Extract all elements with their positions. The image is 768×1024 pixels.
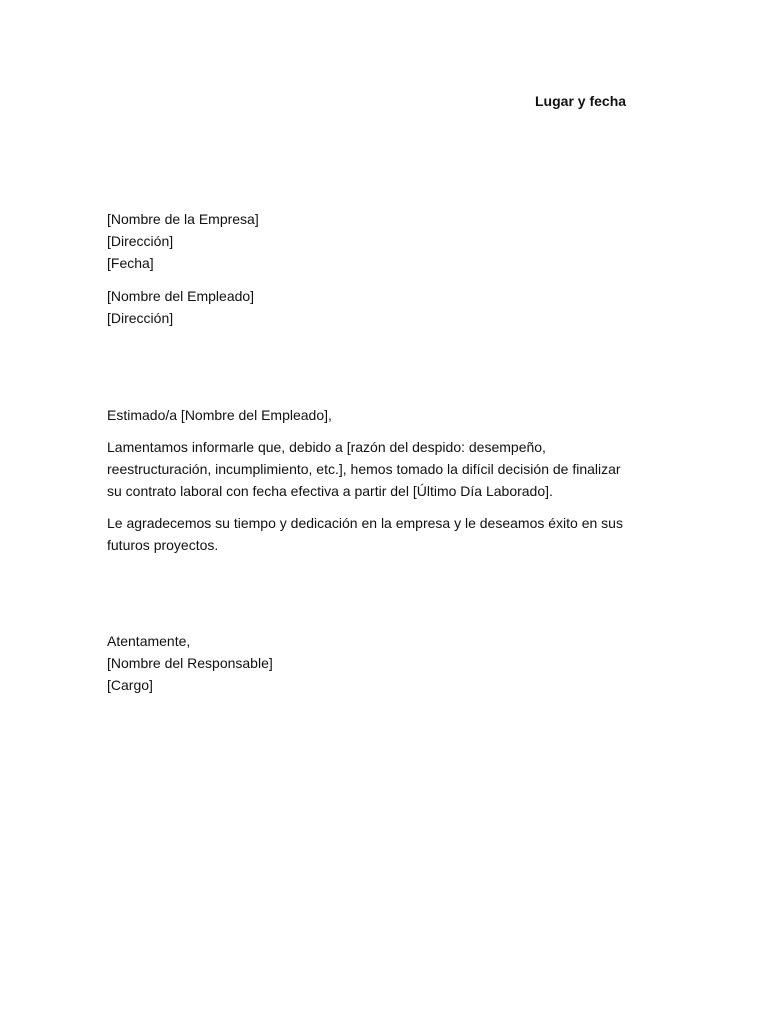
recipient-block [107, 285, 667, 329]
paragraph-2-line: Le agradecemos su tiempo y dedicación en la empresa y le deseamos éxito en sus [107, 515, 623, 531]
valediction: Atentamente, [107, 633, 191, 649]
body-paragraph-1 [107, 436, 667, 502]
signer-name: [Nombre del Responsable] [107, 655, 273, 671]
employee-address: [Dirección] [107, 310, 174, 326]
place-and-date: Lugar y fecha [535, 93, 627, 109]
sender-block [107, 208, 667, 274]
body-paragraph-2 [107, 512, 667, 556]
paragraph-1-line: reestructuración, incumplimiento, etc.], hemos tomado la difícil decisión de finalizar [107, 461, 621, 477]
company-name: [Nombre de la Empresa] [107, 211, 259, 227]
letter-date: [Fecha] [107, 255, 154, 271]
paragraph-2-line: futuros proyectos. [107, 537, 219, 553]
salutation [107, 404, 667, 426]
closing-block [107, 630, 667, 696]
company-address: [Dirección] [107, 233, 174, 249]
salutation-text: Estimado/a [Nombre del Empleado], [107, 407, 332, 423]
paragraph-1-line: Lamentamos informarle que, debido a [razón del despido: desempeño, [107, 439, 546, 455]
paragraph-1-line: su contrato laboral con fecha efectiva a partir del [Último Día Laborado]. [107, 483, 553, 499]
signer-title: [Cargo] [107, 677, 153, 693]
employee-name: [Nombre del Empleado] [107, 288, 255, 304]
